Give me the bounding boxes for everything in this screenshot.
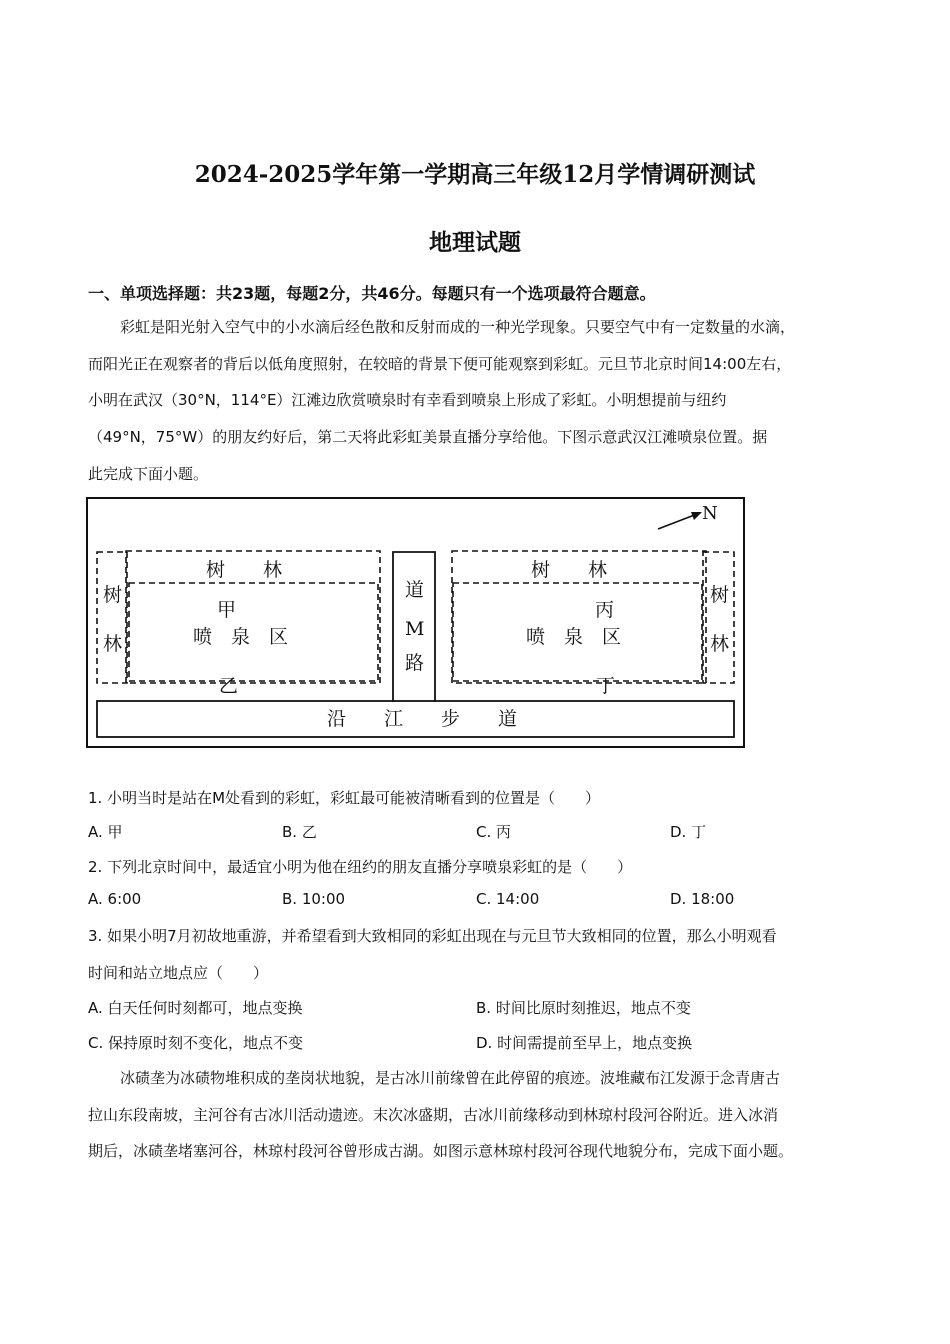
exam-title: 2024-2025学年第一学期高三年级12月学情调研测试: [194, 161, 756, 188]
q2-option-a[interactable]: A. 6:00: [88, 890, 142, 908]
passage-2: [88, 1060, 878, 1170]
section-heading: 一、单项选择题：共23题，每题2分，共46分。每题只有一个选项最符合题意。: [88, 284, 656, 303]
right-side-forest: [703, 552, 734, 683]
north-label: N: [702, 503, 718, 524]
q3-option-a[interactable]: A. 白天任何时刻都可，地点变换: [88, 999, 303, 1017]
passage-1-line: 小明在武汉（30°N，114°E）江滩边欣赏喷泉时有幸看到喷泉上形成了彩虹。小明想提前与纽约: [88, 391, 727, 410]
q2-option-c[interactable]: C. 14:00: [476, 890, 540, 908]
right-fountain-label: 喷 泉 区: [526, 626, 622, 648]
yi-label: 乙: [219, 675, 239, 697]
q2-option-b[interactable]: B. 10:00: [282, 890, 346, 908]
question-2-stem: 2. 下列北京时间中，最适宜小明为他在纽约的朋友直播分享喷泉彩虹的是（ ）: [88, 858, 633, 876]
passage-1: [88, 309, 878, 493]
q3-option-d[interactable]: D. 时间需提前至早上，地点变换: [476, 1034, 693, 1052]
question-3-stem-line: 时间和站立地点应（ ）: [88, 964, 269, 982]
left-fountain-label: 喷 泉 区: [193, 626, 289, 648]
question-3-stem-line: 3. 如果小明7月初故地重游，并希望看到大致相同的彩虹出现在与元旦节大致相同的位置，那么小明观看: [88, 927, 777, 945]
riverwalk-label: 沿 江 步 道: [327, 708, 518, 730]
fountain-location-map: [86, 497, 746, 749]
q1-option-b[interactable]: B. 乙: [282, 823, 317, 841]
north-arrow-icon: [658, 514, 697, 529]
north-arrowhead-icon: [691, 512, 702, 520]
passage-2-line: 拉山东段南坡，主河谷有古冰川活动遗迹。末次冰盛期，古冰川前缘移动到林琼村段河谷附近。进入冰消: [88, 1105, 779, 1124]
q1-option-c[interactable]: C. 丙: [476, 823, 512, 841]
q3-option-c[interactable]: C. 保持原时刻不变化，地点不变: [88, 1034, 304, 1052]
road-label: 道: [405, 579, 425, 601]
right-side-forest-label: 林: [710, 633, 730, 655]
road-label: 路: [405, 652, 425, 674]
passage-1-line: 而阳光正在观察者的背后以低角度照射，在较暗的背景下便可能观察到彩虹。元旦节北京时间14:00左右，: [88, 354, 792, 373]
road-label: M: [405, 618, 425, 640]
q3-option-b[interactable]: B. 时间比原时刻推迟，地点不变: [476, 999, 691, 1017]
right-top-forest-label: 树 林: [531, 559, 608, 581]
q1-option-a[interactable]: A. 甲: [88, 823, 123, 841]
passage-1-line: 此完成下面小题。: [88, 464, 209, 483]
left-top-forest-label: 树 林: [206, 559, 283, 581]
passage-2-line: 冰碛垄为冰碛物堆积成的垄岗状地貌，是古冰川前缘曾在此停留的痕迹。波堆藏布江发源于念青唐古: [120, 1069, 781, 1087]
passage-1-line: （49°N，75°W）的朋友约好后，第二天将此彩虹美景直播分享给他。下图示意武汉江滩喷泉位置。据: [88, 428, 768, 447]
q2-option-d[interactable]: D. 18:00: [670, 890, 735, 908]
passage-2-line: 期后，冰碛垄堵塞河谷，林琼村段河谷曾形成古湖。如图示意林琼村段河谷现代地貌分布，完成下面小题。: [88, 1142, 794, 1161]
jia-label: 甲: [217, 599, 237, 621]
left-side-forest-label: 树: [103, 584, 123, 606]
question-1-stem: 1. 小明当时是站在M处看到的彩虹，彩虹最可能被清晰看到的位置是（ ）: [88, 789, 601, 807]
q1-option-d[interactable]: D. 丁: [670, 823, 707, 841]
left-side-forest: [97, 552, 127, 683]
right-side-forest-label: 树: [710, 584, 730, 606]
bing-label: 丙: [595, 599, 615, 621]
left-side-forest-label: 林: [103, 633, 123, 655]
ding-label: 丁: [596, 675, 616, 697]
subject-title: 地理试题: [429, 229, 521, 256]
passage-1-line: 彩虹是阳光射入空气中的小水滴后经色散和反射而成的一种光学现象。只要空气中有一定数量的水滴，: [120, 318, 796, 336]
